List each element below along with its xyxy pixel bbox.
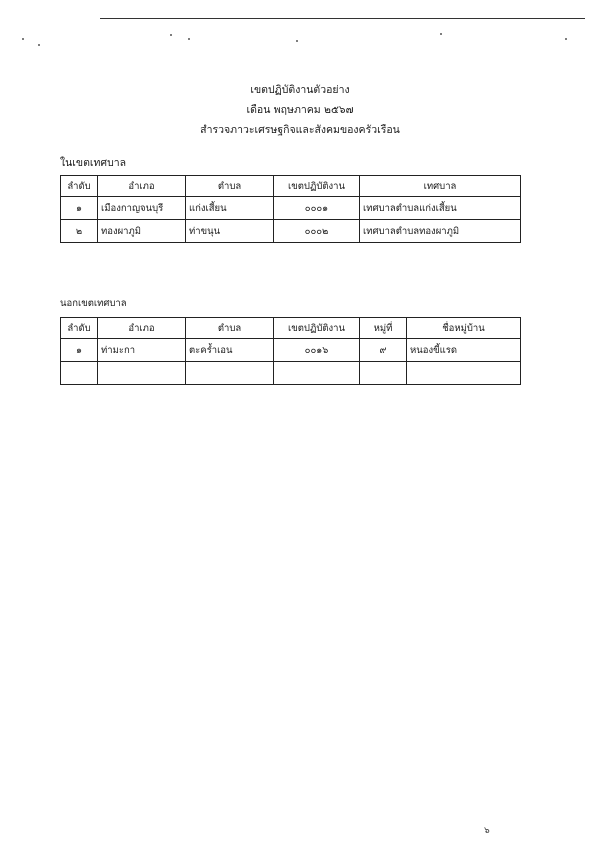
table-cell: ๑: [61, 339, 98, 362]
table-header-row: [61, 318, 521, 339]
table-cell: [407, 362, 521, 385]
table-row: [61, 220, 521, 243]
column-header: เขตปฏิบัติงาน: [274, 176, 360, 197]
table-cell: [360, 362, 407, 385]
table-cell: ท่าขนุน: [186, 220, 274, 243]
municipal-section-label: ในเขตเทศบาล: [60, 157, 127, 169]
table-cell: หนองขี้แรด: [407, 339, 521, 362]
table-cell: ท่ามะกา: [98, 339, 186, 362]
table-cell: ๑: [61, 197, 98, 220]
column-header: หมู่ที่: [360, 318, 407, 339]
column-header: อำเภอ: [98, 318, 186, 339]
table-cell: [61, 362, 98, 385]
scan-speck: [440, 33, 442, 35]
table-row: [61, 339, 521, 362]
scan-speck: [38, 44, 40, 46]
page-mark: ๖: [484, 826, 490, 836]
table-cell: ตะคร้ำเอน: [186, 339, 274, 362]
title-line-3: สำรวจภาวะเศรษฐกิจและสังคมของครัวเรือน: [200, 124, 400, 136]
column-header: เขตปฏิบัติงาน: [274, 318, 360, 339]
table-cell: [186, 362, 274, 385]
municipal-table: [60, 175, 521, 243]
table-cell: [98, 362, 186, 385]
column-header: อำเภอ: [98, 176, 186, 197]
table-row: [61, 197, 521, 220]
title-line-1: เขตปฏิบัติงานตัวอย่าง: [250, 84, 350, 96]
table-cell: ๙: [360, 339, 407, 362]
column-header: ตำบล: [186, 318, 274, 339]
column-header: เทศบาล: [360, 176, 521, 197]
table-header-row: [61, 176, 521, 197]
column-header: ตำบล: [186, 176, 274, 197]
table-cell: ทองผาภูมิ: [98, 220, 186, 243]
scan-speck: [22, 38, 24, 40]
table-cell: ๒: [61, 220, 98, 243]
table-cell: เทศบาลตำบลแก่งเสี้ยน: [360, 197, 521, 220]
non-municipal-table: [60, 317, 521, 385]
scan-speck: [565, 38, 567, 40]
table-cell: เมืองกาญจนบุรี: [98, 197, 186, 220]
table-cell: ๐๐๐๑: [274, 197, 360, 220]
column-header: ลำดับ: [61, 176, 98, 197]
scan-speck: [170, 34, 172, 36]
column-header: ชื่อหมู่บ้าน: [407, 318, 521, 339]
non-municipal-section-label: นอกเขตเทศบาล: [60, 298, 127, 309]
table-cell: แก่งเสี้ยน: [186, 197, 274, 220]
scan-speck: [188, 38, 190, 40]
table-row: [61, 362, 521, 385]
table-cell: [274, 362, 360, 385]
document-title: [0, 80, 600, 140]
table-cell: ๐๐๑๖: [274, 339, 360, 362]
scan-speck: [296, 40, 298, 42]
title-line-2: เดือน พฤษภาคม ๒๕๖๗: [246, 104, 354, 116]
table-cell: เทศบาลตำบลทองผาภูมิ: [360, 220, 521, 243]
table-cell: ๐๐๐๒: [274, 220, 360, 243]
scan-artifact-line: [100, 18, 585, 19]
column-header: ลำดับ: [61, 318, 98, 339]
